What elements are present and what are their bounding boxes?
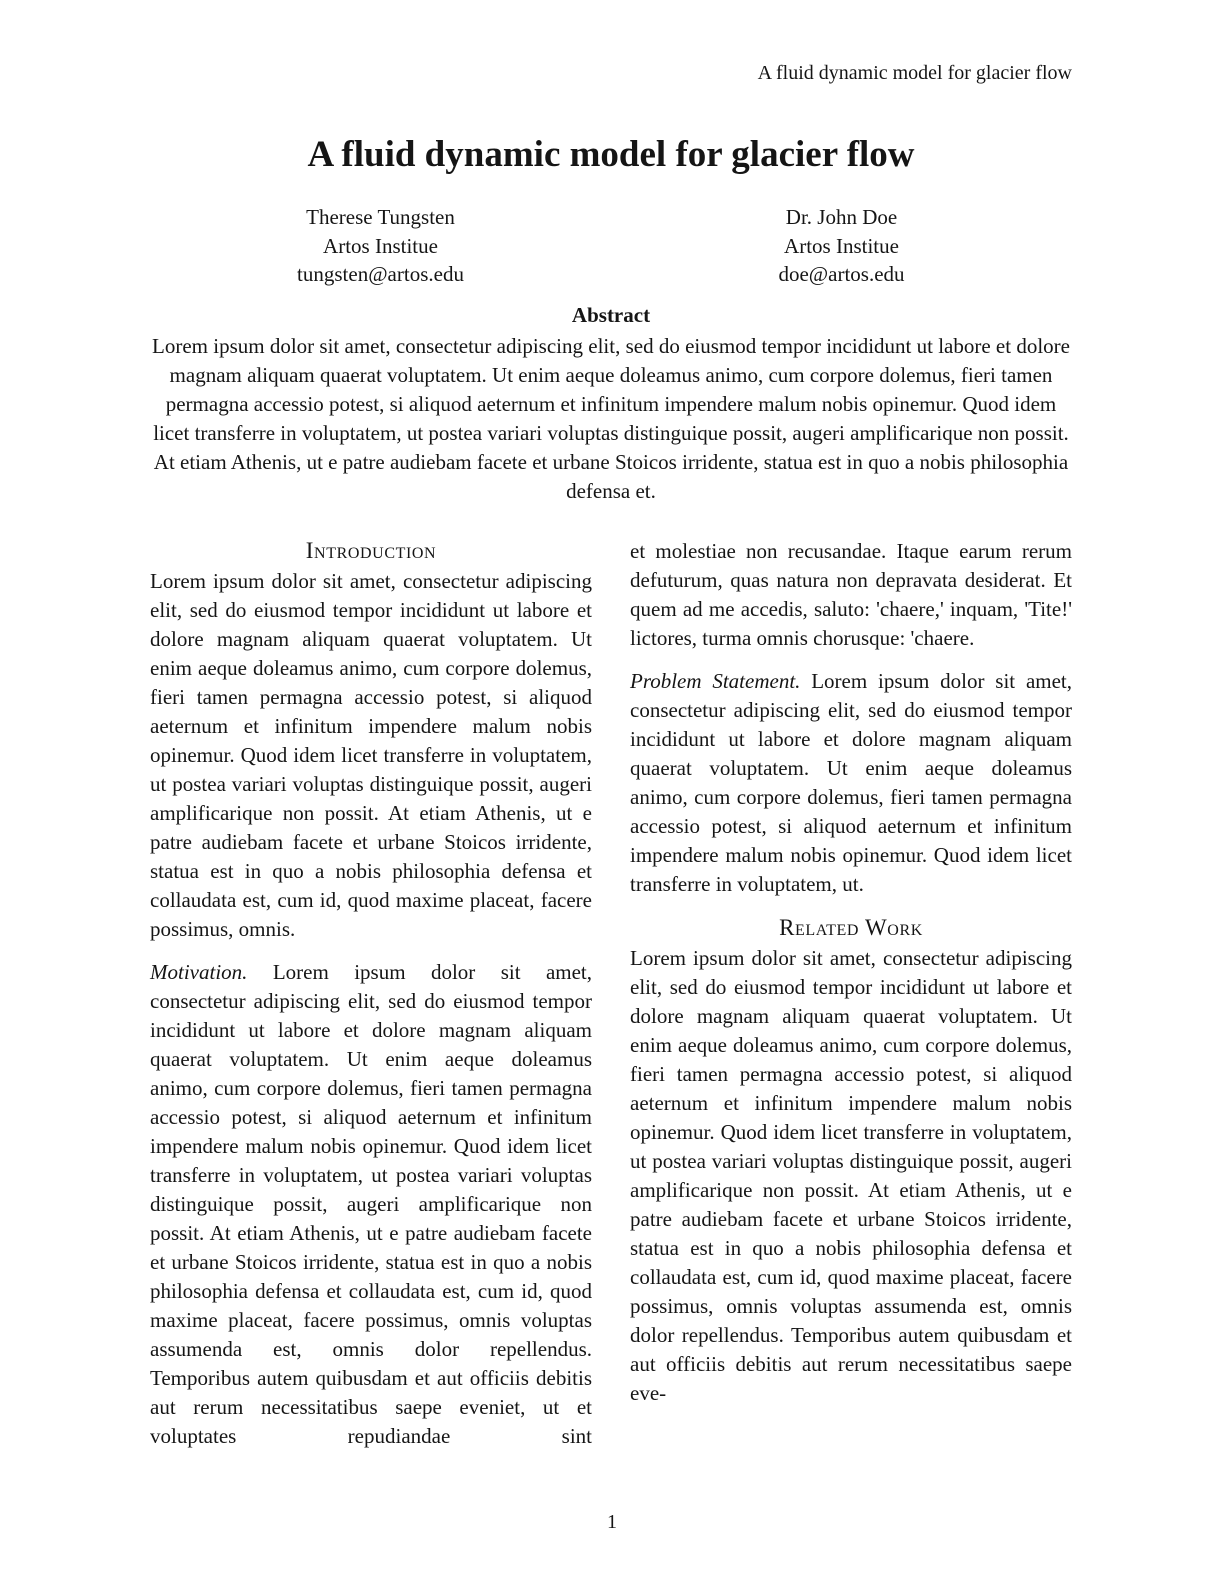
abstract-heading: Abstract (571, 302, 651, 327)
page-number: 1 (607, 1511, 617, 1533)
author-block-2 (611, 203, 1072, 289)
author-name: Therese Tungsten (306, 205, 455, 229)
author-email: doe@artos.edu (778, 262, 905, 286)
paper-title: A fluid dynamic model for glacier flow (307, 134, 915, 175)
author-block-1 (150, 203, 611, 289)
problem-statement-run-in-heading: Problem Statement. (630, 668, 801, 693)
author-affiliation: Artos Institue (784, 233, 899, 258)
left-column (150, 537, 592, 1451)
author-email: tungsten@artos.edu (297, 262, 464, 286)
motivation-run-in-heading: Motivation. (150, 959, 248, 984)
body-columns (150, 537, 1072, 1451)
authors-block (150, 203, 1072, 289)
motivation-text: Lorem ipsum dolor sit amet, consectetur adipiscing elit, sed do eiusmod tempor incididunt ut labore et dolore magnam aliquam quaerat voluptatem. Ut enim aeque doleamus animo, cum corpore dolemus, fieri tamen permagna accessio potest, si aliquod aeternum et infinitum impendere malum nobis opinemur. Quod idem licet transferre in voluptatem, ut postea variari voluptas distinguique possit, augeri amplificarique non possit. At etiam Athenis, ut e patre audiebam facete et urbane Stoicos irridente, statua est in quo a nobis philosophia defensa et collaudata est, cum id, quod maxime placeat, facere possimus, omnis voluptas assumenda est, omnis dolor repellendus. Temporibus autem quibusdam et aut officiis debitis aut rerum necessitatibus saepe eveniet, ut et voluptates repudiandae sint (150, 959, 592, 1448)
introduction-paragraph: Lorem ipsum dolor sit amet, consectetur adipiscing elit, sed do eiusmod tempor incididunt ut labore et dolore magnam aliquam quaerat voluptatem. Ut enim aeque doleamus animo, cum corpore dolemus, fieri tamen permagna accessio potest, si aliquod aeternum et infinitum impendere malum nobis opinemur. Quod idem licet transferre in voluptatem, ut postea variari voluptas distinguique possit, augeri amplificarique non possit. At etiam Athenis, ut e patre audiebam facete et urbane Stoicos irridente, statua est in quo a nobis philosophia defensa et collaudata est, cum id, quod maxime placeat, facere possimus, omnis. (150, 568, 592, 941)
abstract-text: Lorem ipsum dolor sit amet, consectetur adipiscing elit, sed do eiusmod tempor incididunt ut labore et dolore magnam aliquam quaerat voluptatem. Ut enim aeque doleamus animo, cum corpore dolemus, fieri tamen permagna accessio potest, si aliquod aeternum et infinitum impendere malum nobis opinemur. Quod idem licet transferre in voluptatem, ut postea variari voluptas distinguique possit, augeri amplificarique non possit. At etiam Athenis, ut e patre audiebam facete et urbane Stoicos irridente, statua est in quo a nobis philosophia defensa et. (152, 333, 1070, 503)
problem-statement-paragraph (630, 667, 1072, 899)
motivation-paragraph (150, 958, 592, 1451)
related-work-paragraph: Lorem ipsum dolor sit amet, consectetur adipiscing elit, sed do eiusmod tempor incididunt ut labore et dolore magnam aliquam quaerat voluptatem. Ut enim aeque doleamus animo, cum corpore dolemus, fieri tamen permagna accessio potest, si aliquod aeternum et infinitum impendere malum nobis opinemur. Quod idem licet transferre in voluptatem, ut postea variari voluptas distinguique possit, augeri amplificarique non possit. At etiam Athenis, ut e patre audiebam facete et urbane Stoicos irridente, statua est in quo a nobis philosophia defensa et collaudata est, cum id, quod maxime placeat, facere possimus, omnis voluptas assumenda est, omnis dolor repellendus. Temporibus autem quibusdam et aut officiis debitis aut rerum necessitatibus saepe eve- (630, 945, 1072, 1405)
running-header: A fluid dynamic model for glacier flow (757, 62, 1072, 84)
section-heading-introduction: Introduction (305, 537, 437, 563)
problem-statement-text: Lorem ipsum dolor sit amet, consectetur adipiscing elit, sed do eiusmod tempor incididunt ut labore et dolore magnam aliquam quaerat voluptatem. Ut enim aeque doleamus animo, cum corpore dolemus, fieri tamen permagna accessio potest, si aliquod aeternum et infinitum impendere malum nobis opinemur. Quod idem licet transferre in voluptatem, ut. (630, 668, 1073, 896)
section-heading-related-work: Related Work (779, 914, 923, 940)
continuation-paragraph: et molestiae non recusandae. Itaque earum rerum defuturum, quas natura non depravata desiderat. Et quem ad me accedis, saluto: 'chaere,' inquam, 'Tite!' lictores, turma omnis chorusque: 'chaere. (630, 538, 1072, 650)
author-affiliation: Artos Institue (323, 233, 438, 258)
right-column (630, 537, 1072, 1408)
author-name: Dr. John Doe (785, 205, 898, 229)
